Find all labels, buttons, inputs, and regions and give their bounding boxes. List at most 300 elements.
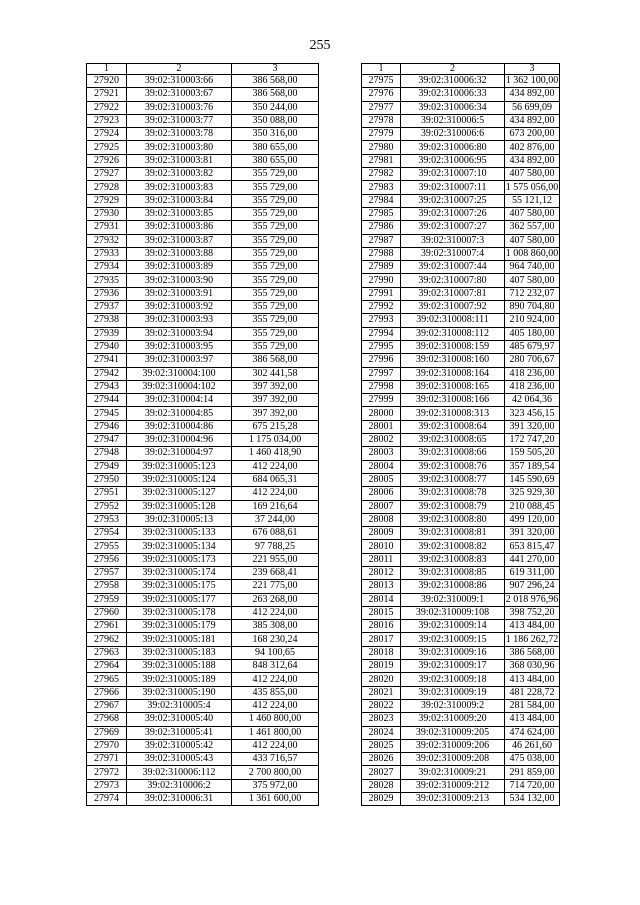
value-cell: 534 132,00 — [505, 793, 560, 806]
cadastral-number-cell: 39:02:310005:124 — [127, 473, 232, 486]
row-number-cell: 27979 — [362, 128, 401, 141]
cadastral-number-cell: 39:02:310005:178 — [127, 606, 232, 619]
cadastral-number-cell: 39:02:310003:91 — [127, 287, 232, 300]
table-row — [87, 580, 319, 593]
value-cell: 302 441,58 — [232, 367, 319, 380]
table-row — [87, 434, 319, 447]
row-number-cell: 27977 — [362, 101, 401, 114]
table-row — [362, 168, 560, 181]
column-header-number: 1 — [362, 64, 401, 75]
row-number-cell: 27921 — [87, 88, 127, 101]
value-cell: 368 030,96 — [505, 660, 560, 673]
row-number-cell: 27970 — [87, 739, 127, 752]
row-number-cell: 28028 — [362, 779, 401, 792]
value-cell: 355 729,00 — [232, 234, 319, 247]
table-row — [362, 606, 560, 619]
row-number-cell: 27948 — [87, 447, 127, 460]
cadastral-number-cell: 39:02:310005:190 — [127, 686, 232, 699]
row-number-cell: 27933 — [87, 247, 127, 260]
cadastral-number-cell: 39:02:310005:175 — [127, 580, 232, 593]
cadastral-number-cell: 39:02:310005:41 — [127, 726, 232, 739]
column-header-number: 1 — [87, 64, 127, 75]
table-row — [362, 620, 560, 633]
cadastral-number-cell: 39:02:310009:19 — [401, 686, 505, 699]
value-cell: 676 088,61 — [232, 527, 319, 540]
row-number-cell: 27938 — [87, 314, 127, 327]
value-cell: 499 120,00 — [505, 513, 560, 526]
value-cell: 848 312,64 — [232, 660, 319, 673]
value-cell: 221 955,00 — [232, 553, 319, 566]
row-number-cell: 27996 — [362, 354, 401, 367]
table-row — [87, 261, 319, 274]
cadastral-number-cell: 39:02:310006:95 — [401, 154, 505, 167]
value-cell: 434 892,00 — [505, 154, 560, 167]
cadastral-number-cell: 39:02:310009:20 — [401, 713, 505, 726]
cadastral-number-cell: 39:02:310007:44 — [401, 261, 505, 274]
value-cell: 355 729,00 — [232, 287, 319, 300]
row-number-cell: 27940 — [87, 340, 127, 353]
cadastral-number-cell: 39:02:310006:80 — [401, 141, 505, 154]
cadastral-number-cell: 39:02:310003:80 — [127, 141, 232, 154]
table-row — [87, 753, 319, 766]
row-number-cell: 27951 — [87, 487, 127, 500]
value-cell: 355 729,00 — [232, 207, 319, 220]
row-number-cell: 27937 — [87, 301, 127, 314]
value-cell: 357 189,54 — [505, 460, 560, 473]
cadastral-number-cell: 39:02:310008:160 — [401, 354, 505, 367]
value-cell: 413 484,00 — [505, 620, 560, 633]
value-cell: 433 716,57 — [232, 753, 319, 766]
table-row — [87, 739, 319, 752]
row-number-cell: 27960 — [87, 606, 127, 619]
table-row — [362, 101, 560, 114]
cadastral-number-cell: 39:02:310004:85 — [127, 407, 232, 420]
cadastral-number-cell: 39:02:310006:32 — [401, 75, 505, 88]
row-number-cell: 27926 — [87, 154, 127, 167]
row-number-cell: 28025 — [362, 739, 401, 752]
value-cell: 355 729,00 — [232, 194, 319, 207]
value-cell: 1 361 600,00 — [232, 793, 319, 806]
row-number-cell: 28004 — [362, 460, 401, 473]
row-number-cell: 28003 — [362, 447, 401, 460]
cadastral-number-cell: 39:02:310007:80 — [401, 274, 505, 287]
cadastral-number-cell: 39:02:310004:97 — [127, 447, 232, 460]
value-cell: 97 788,25 — [232, 540, 319, 553]
table-row — [87, 274, 319, 287]
row-number-cell: 27930 — [87, 207, 127, 220]
row-number-cell: 27961 — [87, 620, 127, 633]
row-number-cell: 28024 — [362, 726, 401, 739]
row-number-cell: 28023 — [362, 713, 401, 726]
table-row — [87, 606, 319, 619]
value-cell: 397 392,00 — [232, 394, 319, 407]
table-row — [87, 141, 319, 154]
value-cell: 412 224,00 — [232, 460, 319, 473]
row-number-cell: 27987 — [362, 234, 401, 247]
registry-table-right — [361, 63, 560, 806]
cadastral-number-cell: 39:02:310007:4 — [401, 247, 505, 260]
table-row — [362, 207, 560, 220]
table-row — [87, 779, 319, 792]
value-cell: 712 232,07 — [505, 287, 560, 300]
table-row — [87, 207, 319, 220]
table-row — [362, 726, 560, 739]
cadastral-number-cell: 39:02:310005:134 — [127, 540, 232, 553]
table-row — [87, 75, 319, 88]
row-number-cell: 27931 — [87, 221, 127, 234]
table-row — [87, 660, 319, 673]
table-row — [87, 566, 319, 579]
row-number-cell: 27943 — [87, 380, 127, 393]
cadastral-number-cell: 39:02:310008:159 — [401, 340, 505, 353]
table-row — [87, 633, 319, 646]
row-number-cell: 27964 — [87, 660, 127, 673]
cadastral-number-cell: 39:02:310005:177 — [127, 593, 232, 606]
table-row — [87, 793, 319, 806]
row-number-cell: 27975 — [362, 75, 401, 88]
row-number-cell: 27990 — [362, 274, 401, 287]
table-row — [87, 314, 319, 327]
value-cell: 485 679,97 — [505, 340, 560, 353]
cadastral-number-cell: 39:02:310003:95 — [127, 340, 232, 353]
value-cell: 291 859,00 — [505, 766, 560, 779]
value-cell: 355 729,00 — [232, 221, 319, 234]
cadastral-number-cell: 39:02:310005:179 — [127, 620, 232, 633]
cadastral-number-cell: 39:02:310007:81 — [401, 287, 505, 300]
row-number-cell: 27984 — [362, 194, 401, 207]
value-cell: 907 296,24 — [505, 580, 560, 593]
row-number-cell: 27955 — [87, 540, 127, 553]
table-row — [87, 114, 319, 127]
value-cell: 362 557,00 — [505, 221, 560, 234]
cadastral-number-cell: 39:02:310005:174 — [127, 566, 232, 579]
column-header-value: 3 — [505, 64, 560, 75]
row-number-cell: 28005 — [362, 473, 401, 486]
row-number-cell: 27998 — [362, 380, 401, 393]
row-number-cell: 27932 — [87, 234, 127, 247]
table-row — [362, 234, 560, 247]
value-cell: 37 244,00 — [232, 513, 319, 526]
table-row — [87, 88, 319, 101]
value-cell: 350 244,00 — [232, 101, 319, 114]
row-number-cell: 27962 — [87, 633, 127, 646]
value-cell: 56 699,09 — [505, 101, 560, 114]
cadastral-number-cell: 39:02:310008:82 — [401, 540, 505, 553]
row-number-cell: 27991 — [362, 287, 401, 300]
cadastral-number-cell: 39:02:310003:84 — [127, 194, 232, 207]
cadastral-number-cell: 39:02:310003:81 — [127, 154, 232, 167]
table-row — [87, 327, 319, 340]
cadastral-number-cell: 39:02:310003:90 — [127, 274, 232, 287]
value-cell: 355 729,00 — [232, 327, 319, 340]
table-row — [87, 101, 319, 114]
table-row — [362, 367, 560, 380]
cadastral-number-cell: 39:02:310006:33 — [401, 88, 505, 101]
value-cell: 46 261,60 — [505, 739, 560, 752]
value-cell: 355 729,00 — [232, 340, 319, 353]
value-cell: 386 568,00 — [232, 354, 319, 367]
cadastral-number-cell: 39:02:310009:16 — [401, 646, 505, 659]
value-cell: 391 320,00 — [505, 420, 560, 433]
cadastral-number-cell: 39:02:310003:66 — [127, 75, 232, 88]
table-row — [362, 314, 560, 327]
value-cell: 1 460 800,00 — [232, 713, 319, 726]
value-cell: 323 456,15 — [505, 407, 560, 420]
value-cell: 281 584,00 — [505, 699, 560, 712]
cadastral-number-cell: 39:02:310005:128 — [127, 500, 232, 513]
table-row — [87, 407, 319, 420]
cadastral-number-cell: 39:02:310008:76 — [401, 460, 505, 473]
row-number-cell: 28022 — [362, 699, 401, 712]
table-row — [87, 354, 319, 367]
table-row — [362, 473, 560, 486]
row-number-cell: 27953 — [87, 513, 127, 526]
value-cell: 435 855,00 — [232, 686, 319, 699]
row-number-cell: 28008 — [362, 513, 401, 526]
table-row — [362, 793, 560, 806]
cadastral-number-cell: 39:02:310008:83 — [401, 553, 505, 566]
row-number-cell: 27980 — [362, 141, 401, 154]
value-cell: 1 008 860,00 — [505, 248, 559, 259]
value-cell: 398 752,20 — [505, 606, 560, 619]
table-row — [87, 713, 319, 726]
table-row — [362, 633, 560, 646]
cadastral-number-cell: 39:02:310009:15 — [401, 633, 505, 646]
row-number-cell: 28019 — [362, 660, 401, 673]
value-cell: 1 460 418,90 — [232, 447, 319, 460]
value-cell: 407 580,00 — [505, 234, 560, 247]
row-number-cell: 28029 — [362, 793, 401, 806]
cadastral-number-cell: 39:02:310009:208 — [401, 753, 505, 766]
value-cell: 1 362 100,00 — [505, 75, 559, 87]
cadastral-number-cell: 39:02:310005:188 — [127, 660, 232, 673]
row-number-cell: 28007 — [362, 500, 401, 513]
table-row — [362, 753, 560, 766]
row-number-cell: 27942 — [87, 367, 127, 380]
table-row — [362, 247, 560, 260]
value-cell: 280 706,67 — [505, 354, 560, 367]
value-cell: 221 775,00 — [232, 580, 319, 593]
cadastral-number-cell: 39:02:310009:21 — [401, 766, 505, 779]
value-cell: 1 575 056,00 — [505, 181, 559, 193]
value-cell: 355 729,00 — [232, 247, 319, 260]
value-cell: 413 484,00 — [505, 713, 560, 726]
row-number-cell: 27985 — [362, 207, 401, 220]
cadastral-number-cell: 39:02:310003:93 — [127, 314, 232, 327]
cadastral-number-cell: 39:02:310008:80 — [401, 513, 505, 526]
cadastral-number-cell: 39:02:310006:31 — [127, 793, 232, 806]
row-number-cell: 28002 — [362, 434, 401, 447]
value-cell: 169 216,64 — [232, 500, 319, 513]
value-cell: 380 655,00 — [232, 154, 319, 167]
table-row — [87, 287, 319, 300]
cadastral-number-cell: 39:02:310003:78 — [127, 128, 232, 141]
table-row — [362, 566, 560, 579]
cadastral-number-cell: 39:02:310008:78 — [401, 487, 505, 500]
row-number-cell: 28013 — [362, 580, 401, 593]
table-row — [362, 460, 560, 473]
row-number-cell: 27929 — [87, 194, 127, 207]
table-row — [87, 447, 319, 460]
row-number-cell: 27923 — [87, 114, 127, 127]
cadastral-number-cell: 39:02:310008:85 — [401, 566, 505, 579]
table-row — [87, 221, 319, 234]
table-row — [362, 261, 560, 274]
value-cell: 412 224,00 — [232, 739, 319, 752]
table-row — [87, 340, 319, 353]
cadastral-number-cell: 39:02:310005:42 — [127, 739, 232, 752]
row-number-cell: 27954 — [87, 527, 127, 540]
value-cell: 94 100,65 — [232, 646, 319, 659]
value-cell: 412 224,00 — [232, 673, 319, 686]
row-number-cell: 27934 — [87, 261, 127, 274]
row-number-cell: 27945 — [87, 407, 127, 420]
row-number-cell: 27941 — [87, 354, 127, 367]
row-number-cell: 28001 — [362, 420, 401, 433]
value-cell: 397 392,00 — [232, 407, 319, 420]
table-row — [362, 434, 560, 447]
table-row — [362, 593, 560, 606]
row-number-cell: 28014 — [362, 593, 401, 606]
value-cell: 418 236,00 — [505, 367, 560, 380]
value-cell: 375 972,00 — [232, 779, 319, 792]
value-cell: 350 088,00 — [232, 114, 319, 127]
row-number-cell: 27957 — [87, 566, 127, 579]
cadastral-number-cell: 39:02:310009:212 — [401, 779, 505, 792]
value-cell: 402 876,00 — [505, 141, 560, 154]
value-cell: 391 320,00 — [505, 527, 560, 540]
table-row — [362, 540, 560, 553]
value-cell: 350 316,00 — [232, 128, 319, 141]
table-row — [87, 154, 319, 167]
cadastral-number-cell: 39:02:310009:17 — [401, 660, 505, 673]
table-body-right — [362, 75, 560, 806]
value-cell: 890 704,80 — [505, 301, 560, 314]
column-header-cadastral: 2 — [401, 64, 505, 75]
table-row — [362, 686, 560, 699]
row-number-cell: 27928 — [87, 181, 127, 194]
cadastral-number-cell: 39:02:310008:66 — [401, 447, 505, 460]
row-number-cell: 28015 — [362, 606, 401, 619]
row-number-cell: 27968 — [87, 713, 127, 726]
row-number-cell: 27993 — [362, 314, 401, 327]
row-number-cell: 28026 — [362, 753, 401, 766]
row-number-cell: 27958 — [87, 580, 127, 593]
row-number-cell: 27944 — [87, 394, 127, 407]
registry-table-left — [86, 63, 319, 806]
cadastral-number-cell: 39:02:310006:2 — [127, 779, 232, 792]
row-number-cell: 27972 — [87, 766, 127, 779]
value-cell: 412 224,00 — [232, 606, 319, 619]
table-row — [362, 513, 560, 526]
table-row — [362, 527, 560, 540]
table-row — [87, 168, 319, 181]
row-number-cell: 27981 — [362, 154, 401, 167]
cadastral-number-cell: 39:02:310007:26 — [401, 207, 505, 220]
cadastral-number-cell: 39:02:310005:43 — [127, 753, 232, 766]
table-row — [87, 513, 319, 526]
cadastral-number-cell: 39:02:310008:111 — [401, 314, 505, 327]
cadastral-number-cell: 39:02:310003:88 — [127, 247, 232, 260]
cadastral-number-cell: 39:02:310005:123 — [127, 460, 232, 473]
row-number-cell: 27986 — [362, 221, 401, 234]
cadastral-number-cell: 39:02:310005:189 — [127, 673, 232, 686]
table-row — [362, 287, 560, 300]
value-cell: 2 700 800,00 — [232, 766, 319, 779]
cadastral-number-cell: 39:02:310003:76 — [127, 101, 232, 114]
row-number-cell: 27992 — [362, 301, 401, 314]
cadastral-number-cell: 39:02:310009:18 — [401, 673, 505, 686]
table-row — [87, 460, 319, 473]
column-header-cadastral: 2 — [127, 64, 232, 75]
row-number-cell: 28021 — [362, 686, 401, 699]
value-cell: 441 270,00 — [505, 553, 560, 566]
value-cell: 55 121,12 — [505, 194, 560, 207]
cadastral-number-cell: 39:02:310006:34 — [401, 101, 505, 114]
table-row — [362, 660, 560, 673]
table-row — [362, 327, 560, 340]
table-row — [87, 593, 319, 606]
value-cell: 172 747,20 — [505, 434, 560, 447]
table-row — [362, 739, 560, 752]
table-row — [362, 154, 560, 167]
table-row — [362, 340, 560, 353]
value-cell: 355 729,00 — [232, 314, 319, 327]
row-number-cell: 28011 — [362, 553, 401, 566]
value-cell: 413 484,00 — [505, 673, 560, 686]
row-number-cell: 27988 — [362, 247, 401, 260]
cadastral-number-cell: 39:02:310007:3 — [401, 234, 505, 247]
cadastral-number-cell: 39:02:310009:206 — [401, 739, 505, 752]
cadastral-number-cell: 39:02:310003:89 — [127, 261, 232, 274]
row-number-cell: 28000 — [362, 407, 401, 420]
row-number-cell: 27922 — [87, 101, 127, 114]
table-row — [87, 699, 319, 712]
cadastral-number-cell: 39:02:310004:14 — [127, 394, 232, 407]
table-header-row — [362, 64, 560, 75]
table-row — [362, 673, 560, 686]
column-header-value: 3 — [232, 64, 319, 75]
cadastral-number-cell: 39:02:310008:166 — [401, 394, 505, 407]
cadastral-number-cell: 39:02:310007:25 — [401, 194, 505, 207]
table-row — [362, 699, 560, 712]
row-number-cell: 27950 — [87, 473, 127, 486]
cadastral-number-cell: 39:02:310008:77 — [401, 473, 505, 486]
value-cell: 684 065,31 — [232, 473, 319, 486]
value-cell: 412 224,00 — [232, 487, 319, 500]
row-number-cell: 27935 — [87, 274, 127, 287]
value-cell: 418 236,00 — [505, 380, 560, 393]
cadastral-number-cell: 39:02:310007:11 — [401, 181, 505, 194]
row-number-cell: 27967 — [87, 699, 127, 712]
value-cell: 407 580,00 — [505, 207, 560, 220]
cadastral-number-cell: 39:02:310007:27 — [401, 221, 505, 234]
cadastral-number-cell: 39:02:310005:127 — [127, 487, 232, 500]
cadastral-number-cell: 39:02:310006:5 — [401, 114, 505, 127]
value-cell: 1 461 800,00 — [232, 726, 319, 739]
value-cell: 380 655,00 — [232, 141, 319, 154]
table-row — [87, 247, 319, 260]
table-row — [87, 420, 319, 433]
row-number-cell: 27936 — [87, 287, 127, 300]
row-number-cell: 28017 — [362, 633, 401, 646]
row-number-cell: 27982 — [362, 168, 401, 181]
table-row — [87, 673, 319, 686]
cadastral-number-cell: 39:02:310008:165 — [401, 380, 505, 393]
row-number-cell: 27959 — [87, 593, 127, 606]
value-cell: 1 175 034,00 — [232, 434, 319, 447]
table-row — [362, 221, 560, 234]
